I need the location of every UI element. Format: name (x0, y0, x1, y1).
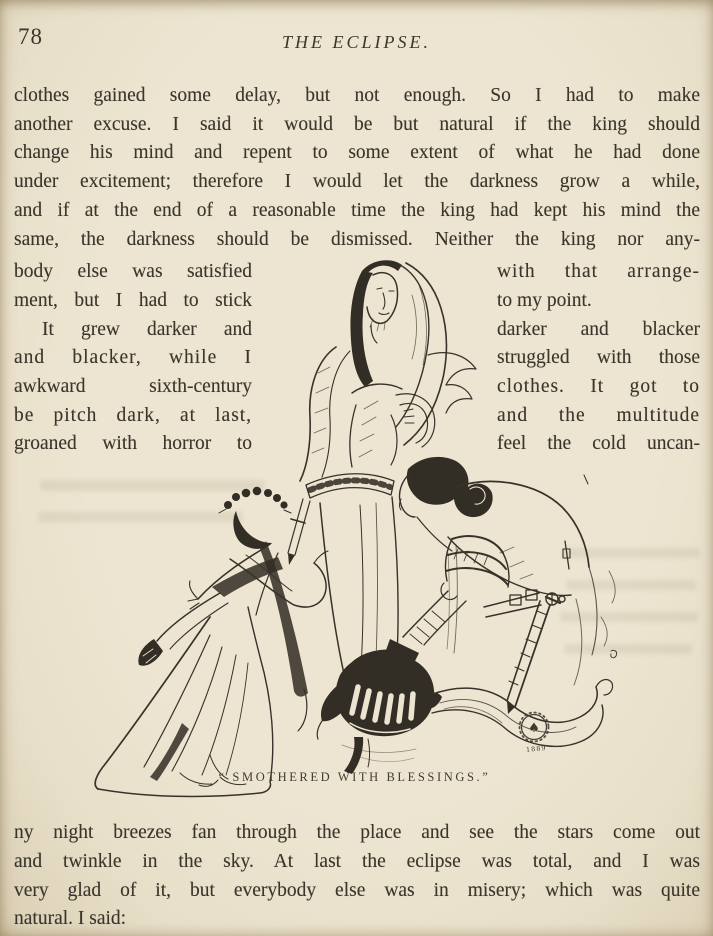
text-line: ment, but I had to stick (14, 290, 252, 311)
text-line: and twinkle in the sky. At last the eclipse was total, and I was (14, 851, 700, 872)
illustration-smothered-with-blessings (60, 253, 660, 798)
page-number: 78 (18, 24, 43, 49)
text-line: change his mind and repent to some extent of what he had done (14, 142, 700, 163)
text-line: another excuse. I said it would be but natural if the king should (14, 114, 700, 135)
text-line: clothes gained some delay, but not enough. So I had to make (14, 85, 700, 106)
text-line: and blacker, while I (14, 347, 252, 368)
text-line: very glad of it, but everybody else was in misery; which was quite (14, 880, 700, 901)
spade-icon: ♠ (528, 721, 540, 736)
text-line: body else was satisfied (14, 261, 252, 282)
text-line: clothes. It got to (497, 376, 700, 397)
text-line: struggled with those (497, 347, 700, 368)
svg-text:1889: 1889 (525, 743, 547, 754)
illustration-caption: “ SMOTHERED WITH BLESSINGS.” (218, 770, 491, 784)
text-line: with that arrange- (497, 261, 700, 282)
text-line: ny night breezes fan through the place and see the stars come out (14, 822, 700, 843)
text-line: and if at the end of a reasonable time the king had kept his mind the (14, 200, 700, 221)
text-line: be pitch dark, at last, (14, 405, 252, 426)
text-line: natural. I said: (14, 908, 127, 929)
text-line: to my point. (497, 290, 592, 311)
text-line: same, the darkness should be dismissed. Neither the king nor any- (14, 229, 700, 250)
text-line: darker and blacker (497, 319, 700, 340)
text-line: awkward sixth-century (14, 376, 252, 397)
text-line: groaned with horror to (14, 433, 252, 454)
text-line: feel the cold uncan- (497, 433, 700, 454)
text-line: under excitement; therefore I would let the darkness grow a while, (14, 171, 700, 192)
running-header: THE ECLIPSE. (281, 32, 431, 52)
plumed-helmet (317, 649, 612, 774)
text-line: and the multitude (497, 405, 700, 426)
text-line: It grew darker and (42, 319, 252, 340)
